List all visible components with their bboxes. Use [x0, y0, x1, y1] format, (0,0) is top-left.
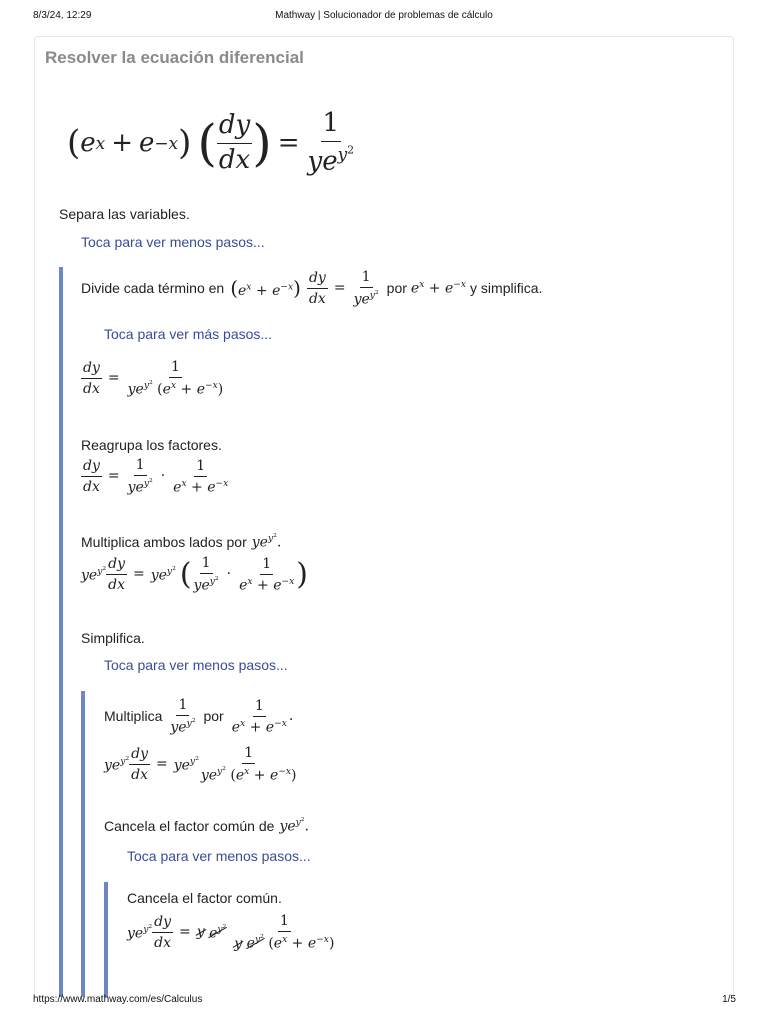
step-multiply-both: Multiplica ambos lados por $ye^{y^2}$. [81, 533, 282, 551]
step-group-bar-3 [104, 882, 108, 997]
step-divide-end: y simplifica. [470, 280, 543, 297]
toggle-steps-link-3[interactable]: Toca para ver menos pasos... [104, 657, 288, 673]
toggle-steps-link-2[interactable]: Toca para ver más pasos... [104, 326, 273, 342]
step-simplify-text: Simplifica. [81, 630, 145, 646]
equation-multiplied: $ye^{y^2}$ $\frac{dy}{dx}$ = $ye^{y^2}$ ( $\frac{1}{ye^{y^2}}$ · $\frac{1}{e^x + e^{-x}}$ ) [81, 555, 308, 594]
print-datetime: 8/3/24, 12:29 [33, 10, 92, 21]
step-cancel-factor-text: Cancela el factor común. [127, 890, 282, 906]
step-divide: Divide cada término en $(e^x + e^{-x})$ $\frac{dy}{dx}$ = $\frac{1}{ye^{y^2}}$ por $e^x + e^{-x}$ y simplifica. [81, 269, 543, 308]
step-group-bar-1 [59, 267, 63, 997]
print-page-title: Mathway | Solucionador de problemas de cálculo [275, 10, 493, 21]
solution-card [34, 36, 734, 997]
step-cancel-common-text: Cancela el factor común de [104, 817, 275, 834]
problem-title: Resolver la ecuación diferencial [45, 48, 304, 67]
toggle-steps-link-4[interactable]: Toca para ver menos pasos... [127, 848, 311, 864]
print-header [0, 0, 768, 26]
step-cancel-common: Cancela el factor común de $ye^{y^2}$. [104, 817, 309, 835]
print-page-number: 1/5 [722, 994, 736, 1005]
step-multiply-fracs-text: Multiplica [104, 708, 163, 725]
step-group-bar-2 [81, 691, 85, 997]
step-multiply-fracs-mid: por [203, 708, 224, 725]
step-divide-mid: por [386, 280, 407, 297]
step-multiply-fracs: Multiplica $\frac{1}{ye^{y^2}}$ por $\frac{1}{e^x + e^{-x}}$ . [104, 697, 294, 736]
print-url: https://www.mathway.com/es/Calculus [33, 994, 203, 1005]
equation-combined: $ye^{y^2}$ $\frac{dy}{dx}$ = $ye^{y^2}$ $\frac{1}{ye^{y^2} (e^x + e^{-x})}$ [104, 745, 297, 784]
equation-cancelled: $ye^{y^2}$ $\frac{dy}{dx}$ = y $e^{y^2}$ $\frac{1}{y e^{y^2} (e^x + e^{-x})}$ [127, 913, 335, 952]
step-multiply-both-text: Multiplica ambos lados por [81, 533, 247, 550]
equation-dy-dx-1: $\frac{dy}{dx}$ = $\frac{1}{ye^{y^2} (e^x + e^{-x})}$ [83, 359, 224, 398]
step-divide-text: Divide cada término en [81, 280, 225, 297]
toggle-steps-link-1[interactable]: Toca para ver menos pasos... [81, 234, 265, 250]
step-separate-text: Separa las variables. [59, 206, 190, 222]
equation-dy-dx-2: $\frac{dy}{dx}$ = $\frac{1}{ye^{y^2}}$ · $\frac{1}{e^x + e^{-x}}$ [83, 457, 229, 496]
step-regroup-text: Reagrupa los factores. [81, 437, 222, 453]
problem-equation: ( e x + e −x ) ( $\frac{dy}{dx}$ ) = $\frac{1}{ye^{y^2}}$ [67, 108, 355, 177]
print-footer [0, 990, 768, 1010]
